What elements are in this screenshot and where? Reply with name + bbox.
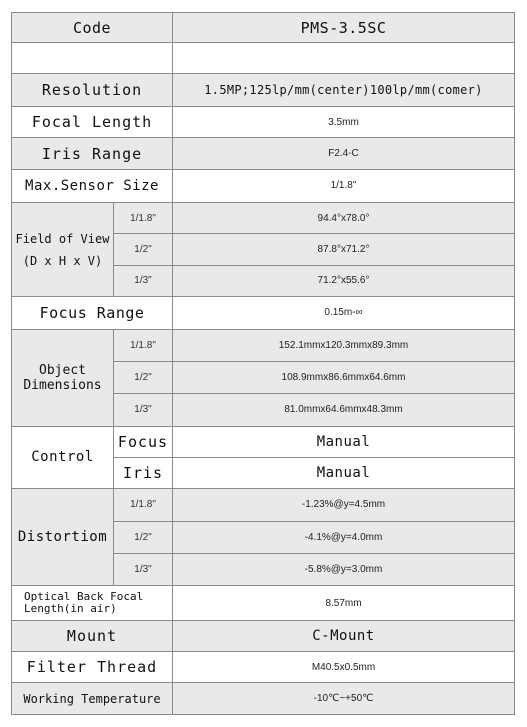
- control-value: Manual: [173, 457, 515, 488]
- fov-value: 94.4°x78.0°: [173, 203, 515, 234]
- iris-range-value: F2.4-C: [173, 138, 515, 169]
- control-sub: Focus: [114, 426, 173, 457]
- control-label: Control: [12, 426, 114, 489]
- table-row: [12, 652, 515, 683]
- focal-length-value: 3.5mm: [173, 107, 515, 138]
- focus-range-label: Focus Range: [12, 297, 173, 329]
- back-focal-label: [12, 586, 173, 620]
- fov-label: [12, 203, 114, 297]
- table-row: [12, 169, 515, 202]
- mount-value: C-Mount: [173, 620, 515, 651]
- fov-label-line1: Field of View: [15, 231, 110, 246]
- mount-label: Mount: [12, 620, 173, 651]
- max-sensor-label: Max.Sensor Size: [12, 169, 173, 202]
- table-row: [12, 489, 515, 521]
- distortion-sensor: 1/2": [114, 521, 173, 553]
- fov-sensor: 1/2": [114, 234, 173, 265]
- table-row: [12, 73, 515, 106]
- max-sensor-value: 1/1.8": [173, 169, 515, 202]
- distortion-value: -1.23%@y=4.5mm: [173, 489, 515, 521]
- table-row: [12, 43, 515, 73]
- lens-spec-table: [11, 12, 515, 715]
- table-row: [12, 203, 515, 234]
- blank-cell: [173, 43, 515, 73]
- table-row: [12, 107, 515, 138]
- fov-sensor: 1/1.8": [114, 203, 173, 234]
- object-dim-label: [12, 329, 114, 426]
- fov-sensor: 1/3": [114, 265, 173, 296]
- object-dim-sensor: 1/2": [114, 361, 173, 393]
- blank-cell: [12, 43, 173, 73]
- object-dim-value: 81.0mmx64.6mmx48.3mm: [173, 394, 515, 426]
- object-dim-label-line1: Object: [39, 362, 86, 378]
- working-temp-label: Working Temperature: [12, 683, 173, 715]
- distortion-value: -4.1%@y=4.0mm: [173, 521, 515, 553]
- table-row: [12, 329, 515, 361]
- distortion-label: Distortiom: [12, 489, 114, 586]
- fov-value: 87.8°x71.2°: [173, 234, 515, 265]
- control-sub: Iris: [114, 457, 173, 488]
- object-dim-value: 152.1mmx120.3mmx89.3mm: [173, 329, 515, 361]
- table-row: [12, 683, 515, 715]
- table-row: [12, 586, 515, 620]
- object-dim-label-line2: Dimensions: [23, 377, 102, 393]
- object-dim-sensor: 1/3": [114, 394, 173, 426]
- code-value: PMS-3.5SC: [173, 13, 515, 43]
- table-row: [12, 13, 515, 43]
- back-focal-label-line2: Length(in air): [24, 602, 117, 616]
- object-dim-sensor: 1/1.8": [114, 329, 173, 361]
- filter-thread-label: Filter Thread: [12, 652, 173, 683]
- resolution-value: 1.5MP;125lp/mm(center)100lp/mm(comer): [173, 73, 515, 106]
- control-value: Manual: [173, 426, 515, 457]
- iris-range-label: Iris Range: [12, 138, 173, 169]
- table-row: [12, 138, 515, 169]
- table-row: [12, 297, 515, 329]
- fov-label-line2: (D x H x V): [22, 253, 103, 268]
- focal-length-label: Focal Length: [12, 107, 173, 138]
- distortion-sensor: 1/3": [114, 554, 173, 586]
- distortion-value: -5.8%@y=3.0mm: [173, 554, 515, 586]
- filter-thread-value: M40.5x0.5mm: [173, 652, 515, 683]
- distortion-sensor: 1/1.8": [114, 489, 173, 521]
- back-focal-label-line1: Optical Back Focal: [24, 590, 144, 604]
- resolution-label: Resolution: [12, 73, 173, 106]
- table-row: [12, 620, 515, 651]
- code-label: Code: [12, 13, 173, 43]
- table-row: [12, 426, 515, 457]
- fov-value: 71.2°x55.6°: [173, 265, 515, 296]
- object-dim-value: 108.9mmx86.6mmx64.6mm: [173, 361, 515, 393]
- focus-range-value: 0.15m-∞: [173, 297, 515, 329]
- working-temp-value: -10℃~+50℃: [173, 683, 515, 715]
- back-focal-value: 8.57mm: [173, 586, 515, 620]
